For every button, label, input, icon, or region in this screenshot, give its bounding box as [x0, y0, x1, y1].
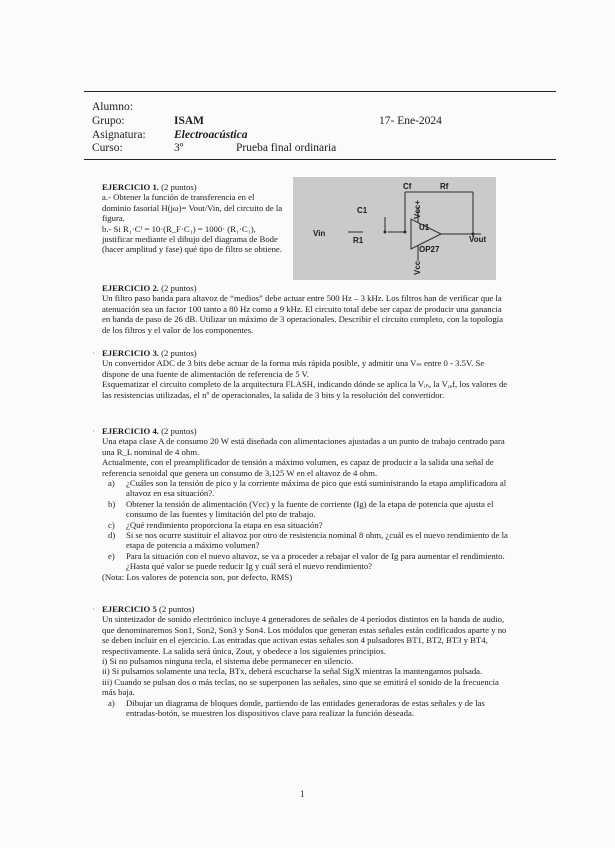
question-label: b)	[108, 498, 116, 509]
exercise-2-points: (2 puntos)	[161, 283, 197, 293]
question-text: ¿Qué rendimiento proporciona la etapa en esa situación?	[126, 519, 323, 530]
exam-date: 17- Ene-2024	[379, 115, 442, 127]
question-label: e)	[108, 550, 115, 561]
question-item	[102, 698, 512, 719]
margin-dot-icon: ·	[92, 604, 95, 614]
exercise-4-heading	[102, 426, 512, 436]
exercise-1-part-a: a.- Obtener la función de transferencia en el dominio fasorial H(jω)= Vout/Vin, del circuito de la figura.	[102, 192, 283, 224]
label-vout: Vout	[469, 235, 487, 244]
exercise-4-points: (2 puntos)	[161, 426, 197, 436]
exercise-2-heading	[102, 283, 512, 293]
question-item	[102, 520, 512, 530]
exam-header	[84, 91, 556, 160]
exercise-4-text-2: Actualmente, con el preamplificador de tensión a máximo volumen, es capaz de producir a la salida una señal de referencia senoidal que genera un consumo de 3,125 W en el altavoz de 4 ohm.	[102, 457, 494, 478]
exercise-2-title: EJERCICIO 2.	[102, 283, 159, 293]
circuit-figure	[293, 177, 496, 280]
exercise-1-heading	[102, 182, 285, 192]
exercise-4	[102, 426, 512, 582]
exercise-5-rule-3: iii) Cuando se pulsan dos o más teclas, no se superponen las señales, sino que se emitirá el sonido de la frecuencia más baja.	[102, 676, 499, 698]
question-text: Dibujar un diagrama de bloques donde, partiendo de las entidades generadoras de estas señales y de las entradas-botón, se muestren los dispositivos clave para realizar la función deseada.	[126, 697, 485, 719]
question-item	[102, 551, 512, 572]
exercise-5-title: EJERCICIO 5	[102, 604, 157, 614]
question-label: a)	[108, 478, 115, 489]
exercise-5-heading	[102, 604, 512, 614]
label-cf: Cf	[403, 182, 412, 191]
question-label: d)	[108, 530, 116, 541]
question-item	[102, 478, 512, 499]
question-text: ¿Cuáles son la tensión de pico y la corriente máxima de pico que está suministrando la etapa amplificadora al altavoz en esa situación?.	[126, 478, 507, 499]
exam-name: Prueba final ordinaria	[236, 142, 337, 154]
exercise-5-rule-2: ii) Si pulsamos solamente una tecla, BTx, deberá escucharse la señal SigX mientras la mantengamos pulsada.	[102, 666, 483, 677]
label-r1: R1	[353, 236, 364, 245]
exercise-3-text-2: Esquematizar el circuito completo de la arquitectura FLASH, indicando dónde se aplica la Vᵢₙ, la Vᵣₑf, los valores de las resistencias utilizadas, el nº de operacionales, la salida de 3 bits y la resolución del convertidor.	[102, 379, 508, 400]
grupo-label: Grupo:	[92, 115, 125, 127]
exercise-1	[102, 182, 285, 255]
question-label: c)	[108, 519, 115, 530]
label-vcc-minus: Vcc-	[413, 258, 422, 275]
exercise-1-points: (2 puntos)	[161, 182, 197, 192]
exercise-1-title: EJERCICIO 1.	[102, 182, 159, 192]
grupo-value: ISAM	[174, 115, 205, 127]
label-rf: Rf	[440, 182, 449, 191]
margin-dot-icon: ·	[92, 348, 95, 358]
asignatura-label: Asignatura:	[92, 129, 146, 141]
exercise-5	[102, 604, 512, 718]
exercise-3-text-1: Un convertidor ADC de 3 bits debe actuar de la forma más rápida posible, y admitir una Vₘ entre 0 - 3.5V. Se dispone de una fuente de alimentación de referencia de 5 V.	[102, 358, 485, 379]
question-label: a)	[108, 697, 115, 708]
question-text: Obtener la tensión de alimentación (Vcc) y la fuente de corriente (Ig) de la etapa de potencia que ajusta el consumo de las fuentes y limitación del pto de trabajo.	[126, 498, 494, 520]
circuit-schematic	[293, 177, 496, 280]
label-vcc-plus: Vcc+	[413, 200, 422, 219]
exercise-1-part-b: b.- Si R₁·Cᶠ = 10·(R_F·C₁) = 1000· (R₁·C₁), justificar mediante el dibujo del diagrama de Bode (hacer amplitud y fase) qué tipo de filtro se obtiene.	[102, 223, 282, 255]
alumno-label: Alumno:	[92, 101, 133, 113]
asignatura-value: Electroacústica	[174, 129, 248, 141]
curso-label: Curso:	[92, 142, 123, 154]
label-op27: OP27	[419, 245, 440, 254]
label-c1: C1	[357, 206, 368, 215]
exercise-5-questions	[102, 698, 512, 719]
question-item	[102, 499, 512, 520]
label-vin: Vin	[313, 229, 326, 238]
label-u1: U1	[419, 223, 430, 232]
exercise-5-rule-1: i) Si no pulsamos ninguna tecla, el sistema debe permanecer en silencio.	[102, 656, 354, 667]
exercise-4-questions	[102, 478, 512, 572]
page-number: 1	[300, 789, 305, 799]
exercise-2	[102, 283, 512, 335]
exercise-4-title: EJERCICIO 4.	[102, 426, 159, 436]
margin-dot-icon: ·	[92, 426, 95, 436]
exercise-3-points: (2 puntos)	[161, 348, 197, 358]
exercise-5-points: (2 puntos)	[158, 604, 195, 614]
exercise-2-text: Un filtro paso banda para altavoz de “medios” debe actuar entre 500 Hz – 3 kHz. Los filtros han de verificar que la atenuación sea un factor 100 tanto a 80 Hz como a 9 kHz. El circuito total debe ser capaz de producir una ganancia en banda de paso de 26 dB. Utilizar un máximo de 3 operacionales. Describir el circuito completo, con la topología de los filtros y el valor de los componentes.	[102, 293, 503, 335]
exercise-3	[102, 348, 512, 400]
exercise-4-text-1: Una etapa clase A de consumo 20 W está diseñada con alimentaciones ajustadas a un punto de trabajo centrado para una R_L nominal de 4 ohm.	[102, 436, 505, 457]
exercise-3-heading	[102, 348, 512, 358]
curso-value: 3º	[174, 142, 184, 154]
exercise-3-title: EJERCICIO 3.	[102, 348, 159, 358]
question-text: Para la situación con el nuevo altavoz, se va a proceder a rebajar el valor de Ig para aumentar el rendimiento. ¿Hasta qué valor se puede reducir Ig y cuál será el nuevo rendimiento?	[126, 550, 505, 572]
question-text: Si se nos ocurre sustituir el altavoz por otro de resistencia nominal 8 ohm, ¿cuál es el nuevo rendimiento de la etapa de potencia a máximo volumen?	[126, 530, 508, 551]
exercise-4-note: (Nota: Los valores de potencia son, por defecto, RMS)	[102, 571, 293, 582]
question-item	[102, 530, 512, 551]
exercise-5-text-1: Un sintetizador de sonido electrónico incluye 4 generadores de señales de 4 períodos distintos en la banda de audio, que denominaremos Son1, Son2, Son3 y Son4. Los módulos que generan estas señales están codificados aparte y no se deben incluir en el ejercicio. Las entradas que activan estas señales son 4 pulsadores BT1, BT2, BT3 y BT4, respectivamente. La salida será única, Zout, y obedece a los siguientes principios.	[102, 614, 507, 656]
